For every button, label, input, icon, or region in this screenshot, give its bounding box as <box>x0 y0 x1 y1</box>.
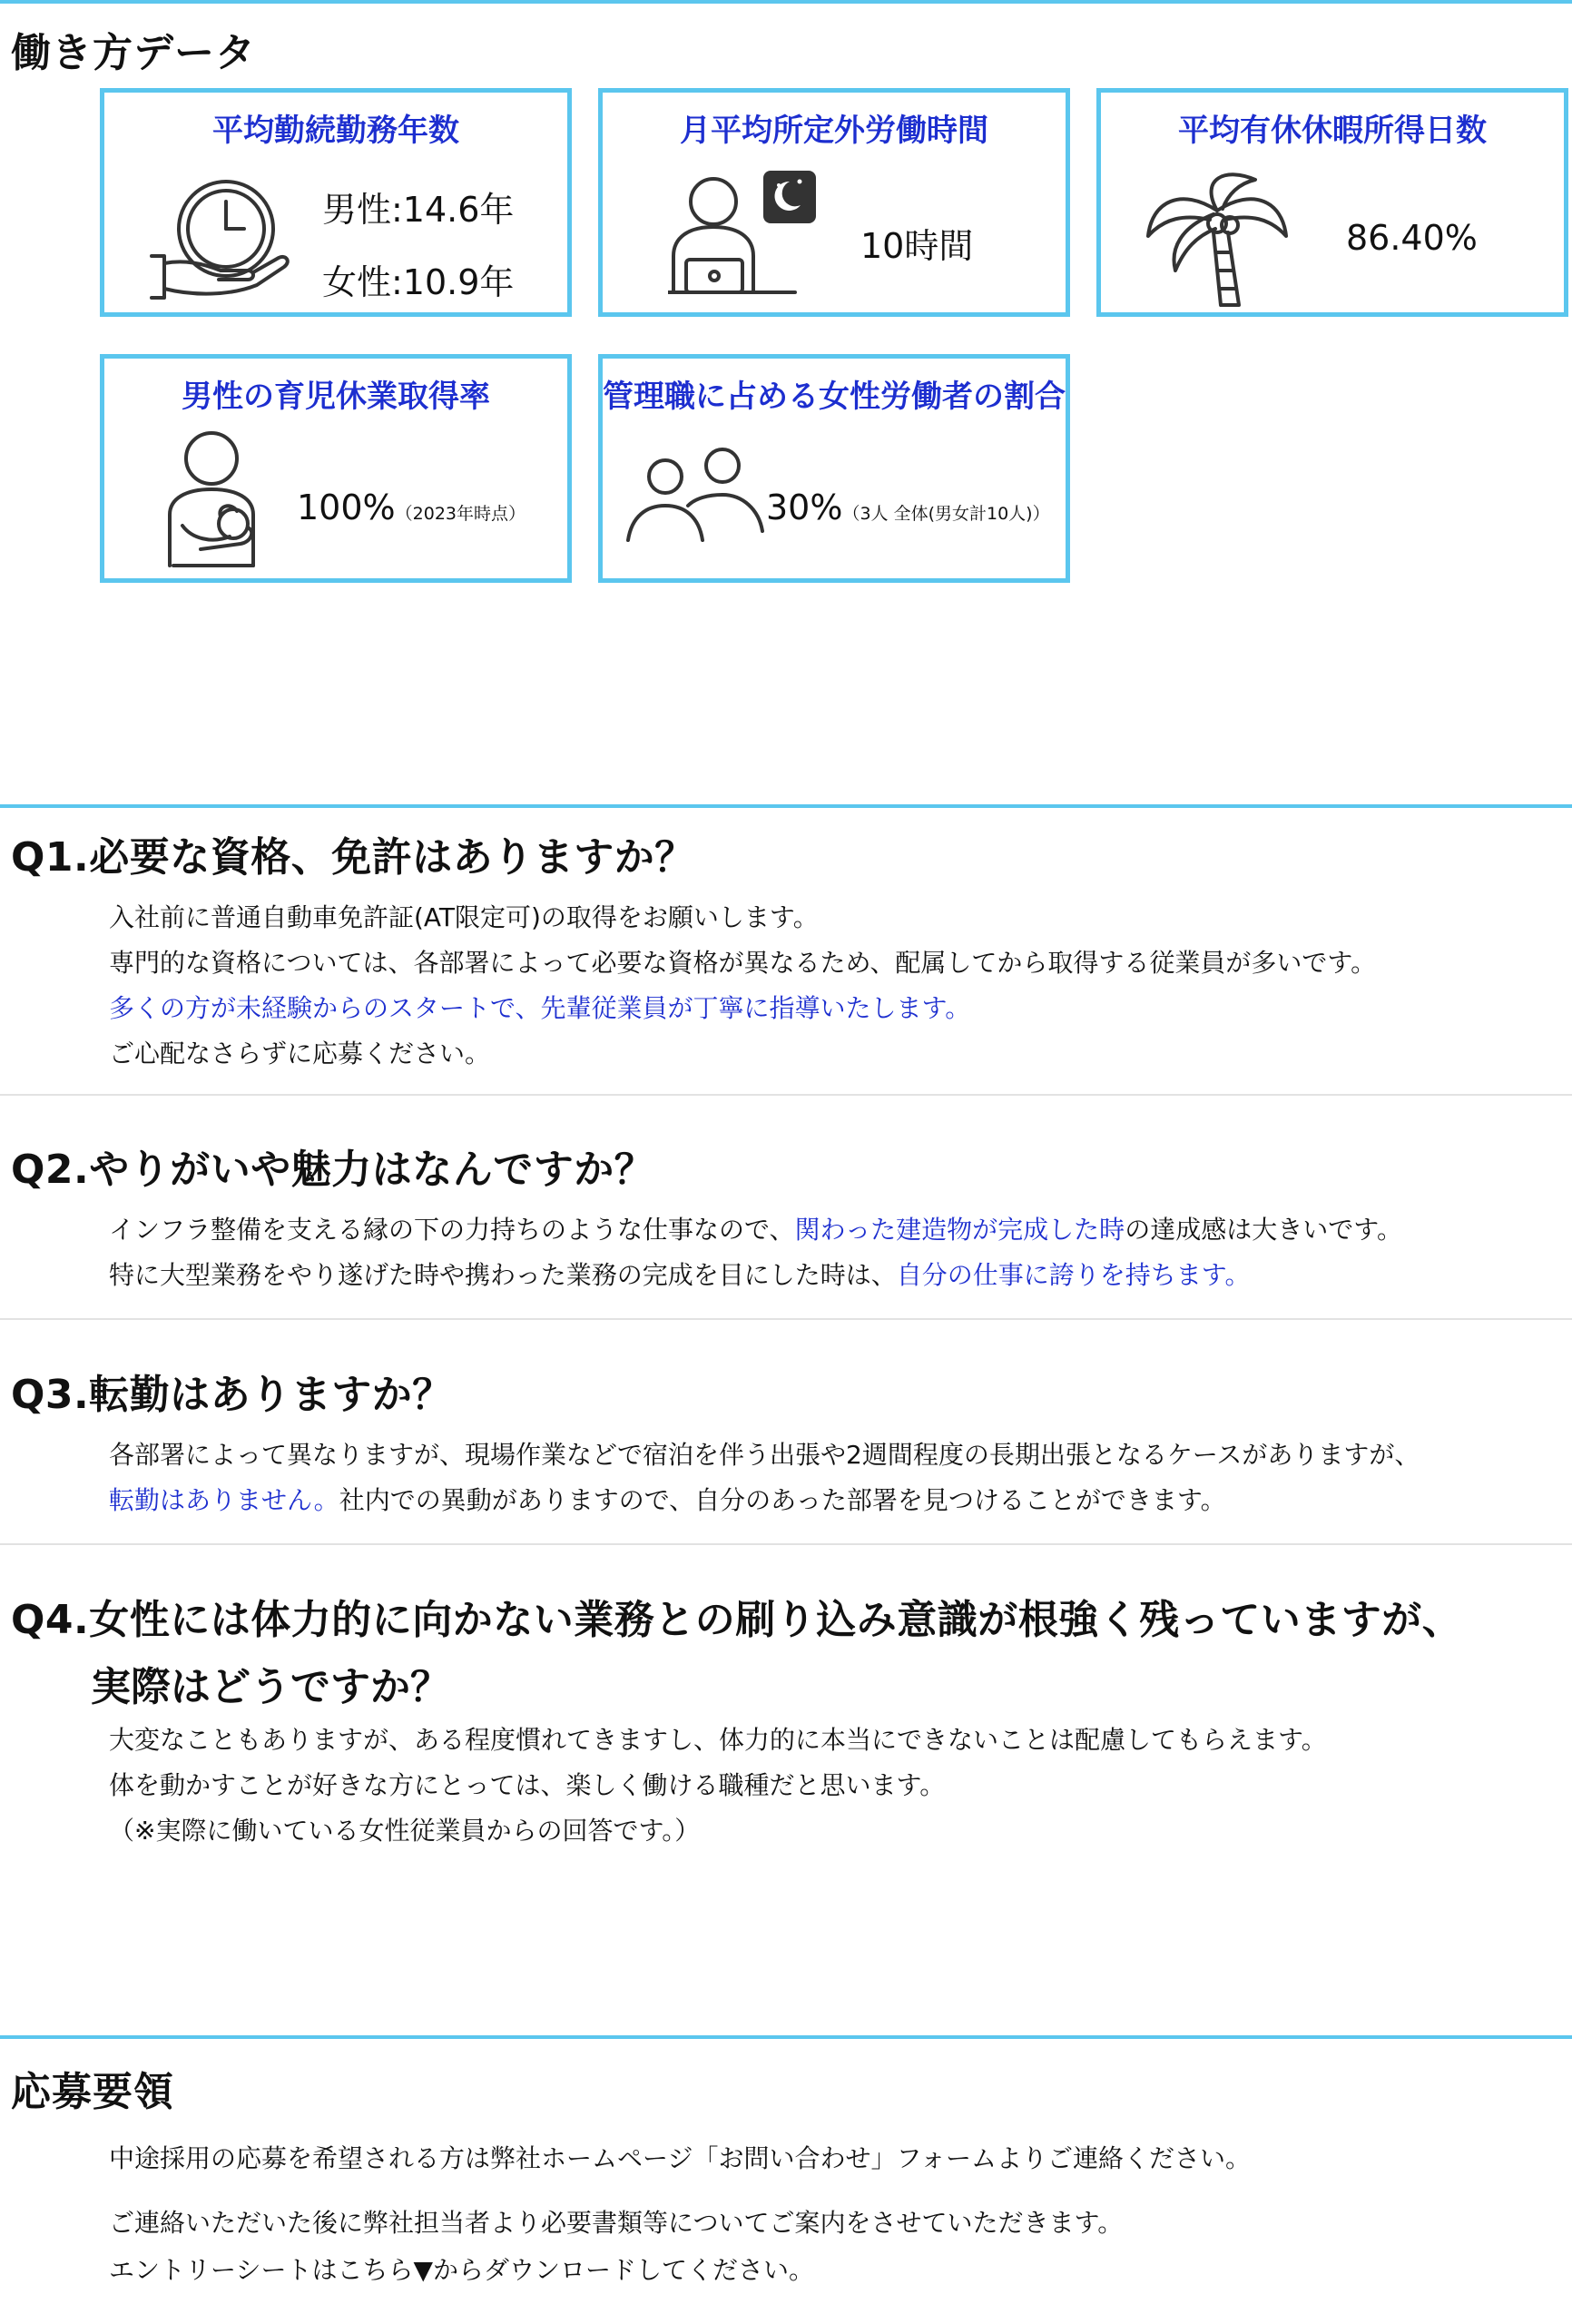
overtime-hours: 10時間 <box>860 226 974 266</box>
night-work-icon <box>668 165 822 301</box>
faq-question-4-cont: 実際はどうですか？ <box>91 1664 450 1710</box>
value-note: （2023年時点） <box>395 504 526 524</box>
faq-answer-3-line: 転勤はありません。社内での異動がありますので、自分のあった部署を見つけることができます。 <box>109 1485 1226 1515</box>
palm-tree-icon <box>1145 169 1290 312</box>
section-title-work-data: 働き方データ <box>11 30 256 76</box>
card-female-managers <box>598 354 1070 583</box>
card-paternity-leave <box>100 354 572 583</box>
faq-answer-2-line: 特に大型業務をやり遂げた時や携わった業務の完成を目にした時は、自分の仕事に誇りを持ちます。 <box>109 1260 1251 1290</box>
faq-answer-4-line: 大変なこともありますが、ある程度慣れてきますし、体力的に本当にできないことは配慮してもらえます。 <box>109 1725 1327 1755</box>
faq-divider <box>0 1318 1572 1320</box>
faq-answer-2-line: インフラ整備を支える縁の下の力持ちのような仕事なので、関わった建造物が完成した時の達成感は大きいです。 <box>109 1215 1402 1245</box>
application-download-text: エントリーシートはこちら▼からダウンロードしてください。 <box>109 2255 814 2285</box>
faq-answer-1-highlight: 多くの方が未経験からのスタートで、先輩従業員が丁寧に指導いたします。 <box>109 993 971 1023</box>
paternity-leave-rate: 100%（2023年時点） <box>297 487 526 527</box>
faq-divider <box>0 1543 1572 1545</box>
application-text: ご連絡いただいた後に弊社担当者より必要書類等についてご案内をさせていただきます。 <box>109 2208 1124 2238</box>
section-divider <box>0 0 1572 4</box>
card-title: 管理職に占める女性労働者の割合 <box>603 379 1066 415</box>
card-title: 平均有休休暇所得日数 <box>1178 113 1487 149</box>
male-tenure: 男性:14.6年 <box>322 190 515 230</box>
card-monthly-overtime <box>598 88 1070 317</box>
card-paid-leave <box>1096 88 1568 317</box>
female-manager-ratio: 30%（3人 全体(男女計10人)） <box>766 487 1050 527</box>
value-note: （3人 全体(男女計10人)） <box>842 504 1050 524</box>
card-title: 月平均所定外労働時間 <box>680 113 988 149</box>
card-title: 平均勤続勤務年数 <box>212 113 459 149</box>
faq-highlight: 転勤はありません。 <box>109 1485 339 1515</box>
section-divider <box>0 2035 1572 2039</box>
card-title: 男性の育児休業取得率 <box>182 379 490 415</box>
card-average-tenure <box>100 88 572 317</box>
clock-hand-icon <box>148 172 293 304</box>
paid-leave-rate: 86.40% <box>1346 218 1478 258</box>
faq-answer-3-line: 各部署によって異なりますが、現場作業などで宿泊を伴う出張や2週間程度の長期出張となるケースがありますが、 <box>109 1440 1420 1470</box>
faq-answer-1-line: ご心配なさらずに応募ください。 <box>109 1039 491 1068</box>
parent-baby-icon <box>164 429 282 575</box>
faq-highlight: 関わった建造物が完成した時 <box>794 1215 1125 1245</box>
section-divider <box>0 804 1572 808</box>
faq-highlight: 自分の仕事に誇りを持ちます。 <box>896 1260 1251 1290</box>
faq-question-2: Q2.やりがいや魅力はなんですか？ <box>11 1147 655 1193</box>
faq-answer-4-note: （※実際に働いている女性従業員からの回答です。） <box>109 1816 701 1846</box>
faq-question-4: Q4.女性には体力的に向かない業務との刷り込み意識が根強く残っていますが、 <box>11 1597 1463 1643</box>
faq-answer-1-line: 専門的な資格については、各部署によって必要な資格が異なるため、配属してから取得する従業員が多いです。 <box>109 948 1377 978</box>
people-icon <box>624 446 770 546</box>
section-title-application: 応募要領 <box>11 2069 174 2115</box>
application-text: 中途採用の応募を希望される方は弊社ホームページ「お問い合わせ」フォームよりご連絡ください。 <box>109 2143 1252 2173</box>
female-tenure: 女性:10.9年 <box>322 262 515 302</box>
faq-answer-4-line: 体を動かすことが好きな方にとっては、楽しく働ける職種だと思います。 <box>109 1770 946 1800</box>
faq-answer-1-line: 入社前に普通自動車免許証(AT限定可)の取得をお願いします。 <box>109 902 819 932</box>
faq-question-1: Q1.必要な資格、免許はありますか？ <box>11 834 695 881</box>
faq-divider <box>0 1094 1572 1096</box>
faq-question-3: Q3.転勤はありますか？ <box>11 1372 453 1418</box>
